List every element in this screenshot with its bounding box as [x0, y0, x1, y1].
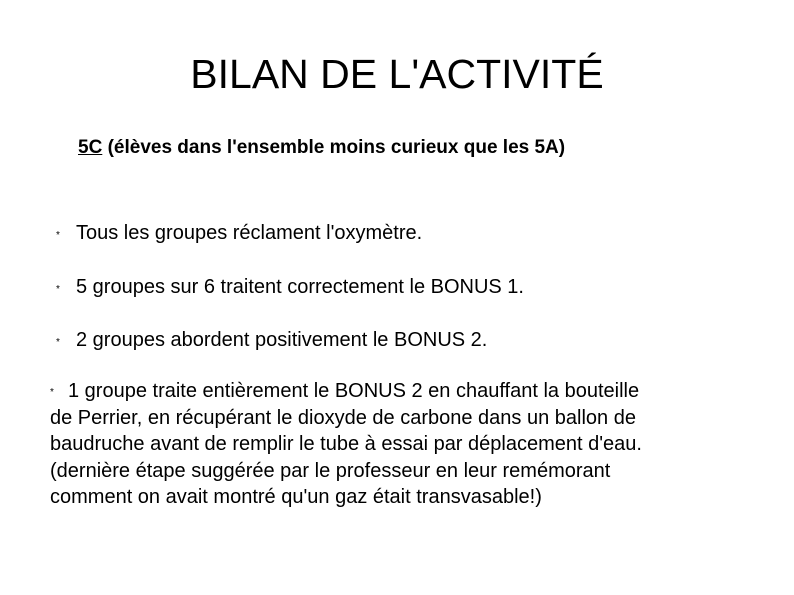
paragraph-line-3: baudruche avant de remplir le tube à essai par déplacement d'eau.: [50, 433, 642, 456]
bullet-text-2: 5 groupes sur 6 traitent correctement le BONUS 1.: [76, 276, 524, 298]
slide-title-text: BILAN DE L'ACTIVITÉ: [190, 51, 604, 97]
class-note: (élèves dans l'ensemble moins curieux que les 5A): [102, 137, 566, 158]
class-name: 5C: [78, 137, 103, 158]
bullet-star-icon: *: [56, 283, 60, 295]
paragraph-line-2: de Perrier, en récupérant le dioxyde de carbone dans un ballon de: [50, 406, 636, 429]
slide-title: [0, 50, 794, 98]
bullet-item-3: [56, 327, 487, 354]
paragraph-line-1-text: 1 groupe traite entièrement le BONUS 2 en chauffant la bouteille: [68, 380, 640, 402]
bullet-star-icon: *: [56, 229, 60, 241]
paragraph-line-1: [50, 378, 770, 405]
bullet-star-icon: *: [56, 336, 60, 348]
bullet-text-1: Tous les groupes réclament l'oxymètre.: [76, 222, 423, 244]
class-heading: [78, 136, 565, 160]
paragraph-line-4: (dernière étape suggérée par le professeur en leur remémorant: [50, 459, 611, 482]
bullet-star-icon: *: [50, 387, 54, 399]
bullet-text-3: 2 groupes abordent positivement le BONUS 2.: [76, 329, 488, 351]
bullet-item-1: [56, 220, 422, 247]
bullet-item-2: [56, 274, 524, 301]
paragraph-line-5: comment on avait montré qu'un gaz était transvasable!): [50, 486, 542, 509]
bullet-item-4-paragraph: [50, 378, 770, 511]
